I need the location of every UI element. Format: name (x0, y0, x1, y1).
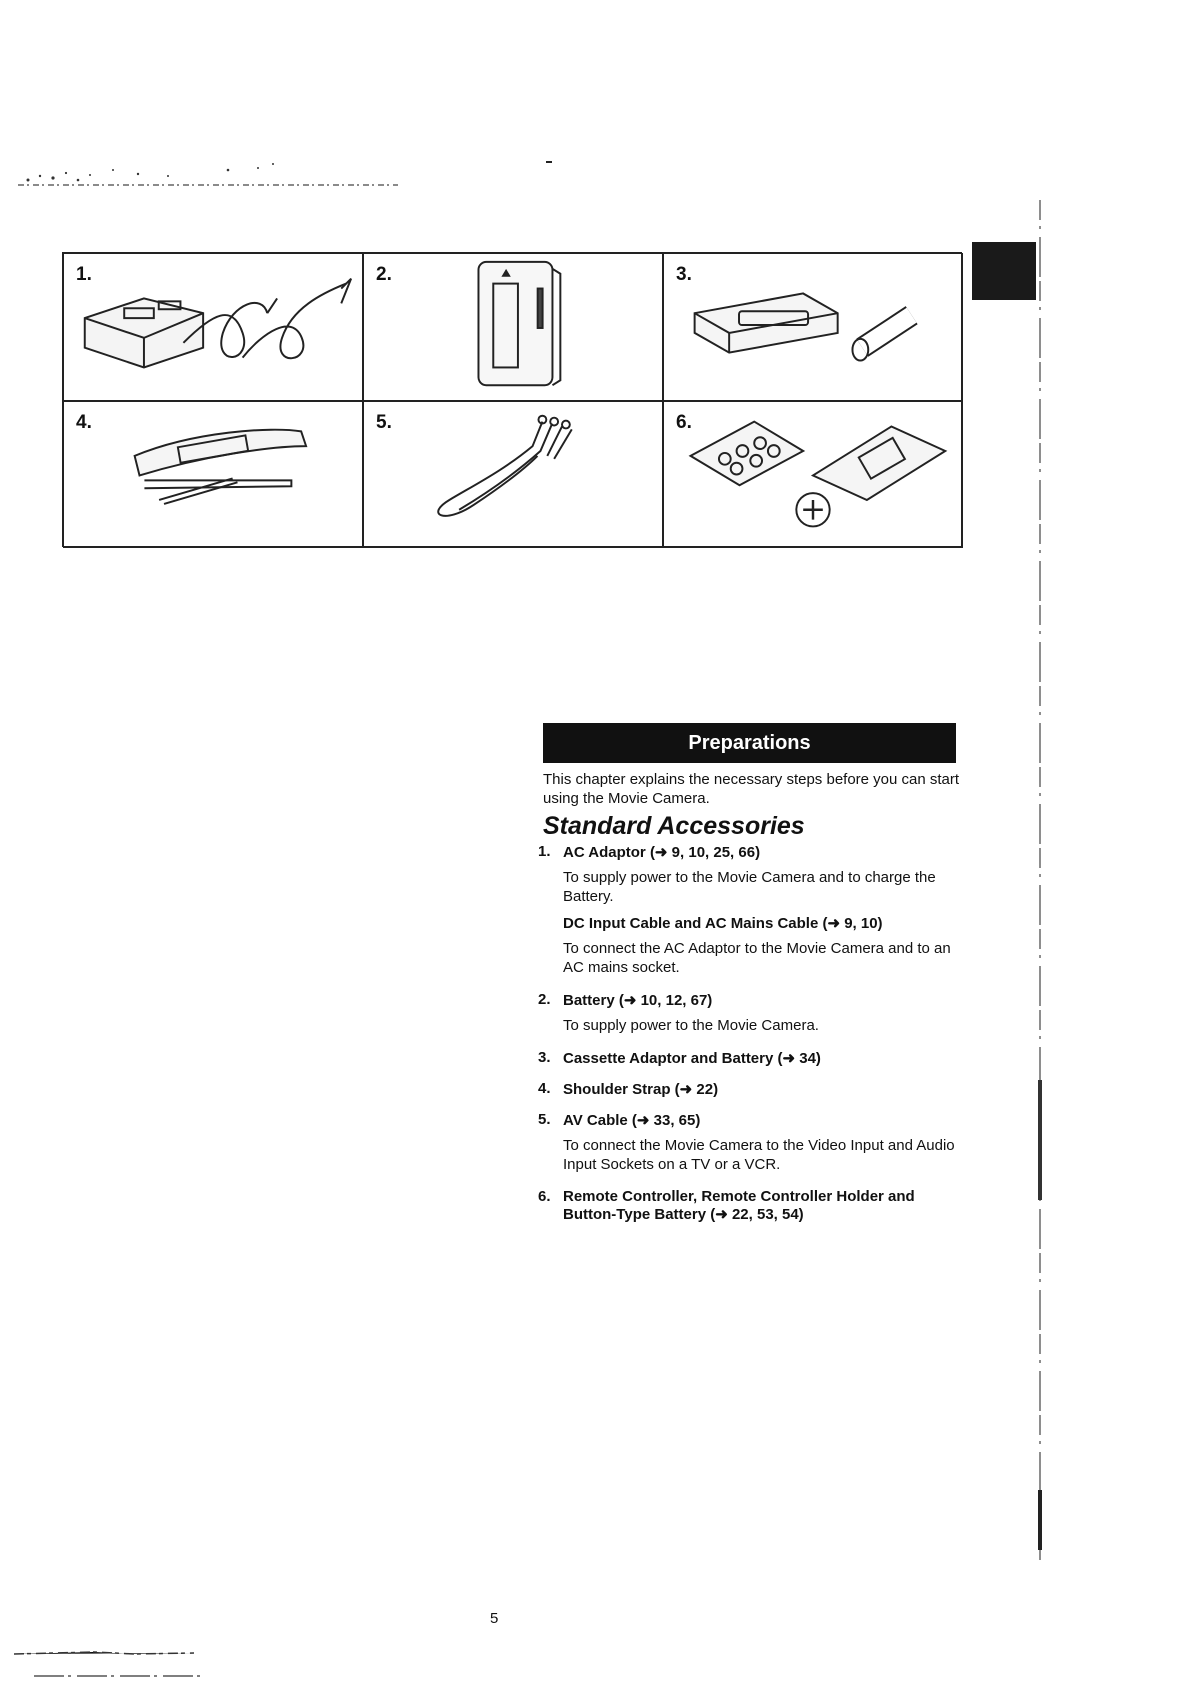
figure-cell-5 (363, 401, 663, 548)
figure-cell-2 (363, 253, 663, 401)
item-desc: To supply power to the Movie Camera and to charge the Battery. (563, 869, 936, 905)
item-desc: To supply power to the Movie Camera. (563, 1017, 819, 1034)
list-item: 2. Battery (➜ 10, 12, 67) To supply power to the Movie Camera. (538, 991, 968, 1043)
figure-number: 2. (376, 264, 392, 285)
item-subtitle: DC Input Cable and AC Mains Cable (➜ 9, 10) (563, 915, 883, 932)
list-item: 1. AC Adaptor (➜ 9, 10, 25, 66) To supply power to the Movie Camera and to charge the Battery. DC Input Cable and AC Mains Cable (➜ 9, 10) To connect the AC Adaptor to the Movie Camera and to an AC mains socket. (538, 843, 968, 985)
figure-cell-4 (63, 401, 363, 548)
scan-noise-bottom (14, 1646, 204, 1682)
accessory-list (538, 843, 968, 1236)
figure-cell-1 (63, 253, 363, 401)
page-number: 5 (490, 1610, 499, 1627)
ac-adaptor-icon (64, 254, 362, 400)
av-cable-icon (364, 402, 662, 547)
item-title: Cassette Adaptor and Battery (➜ 34) (563, 1050, 821, 1067)
figure-number: 1. (76, 264, 92, 285)
section-heading: Preparations (543, 723, 956, 763)
item-title: AC Adaptor (➜ 9, 10, 25, 66) (563, 844, 761, 861)
figure-cell-3 (663, 253, 963, 401)
cassette-adaptor-icon (664, 254, 962, 400)
scan-noise-top (18, 140, 578, 190)
intro-text: This chapter explains the necessary steps before you can start using the Movie Camera. (543, 771, 960, 807)
list-item: 3. Cassette Adaptor and Battery (➜ 34) (538, 1049, 968, 1074)
accessory-figure-grid (62, 252, 962, 547)
figure-number: 6. (676, 412, 692, 433)
list-item: 6. Remote Controller, Remote Controller Holder and Button-Type Battery (➜ 22, 53, 54) (538, 1188, 968, 1230)
chapter-tab-marker (972, 242, 1036, 300)
figure-number: 3. (676, 264, 692, 285)
shoulder-strap-icon (64, 402, 362, 547)
scan-edge-line (1034, 200, 1046, 1560)
subsection-title: Standard Accessories (543, 812, 805, 840)
item-title: AV Cable (➜ 33, 65) (563, 1112, 701, 1129)
list-item: 5. AV Cable (➜ 33, 65) To connect the Movie Camera to the Video Input and Audio Input Sockets on a TV or a VCR. (538, 1111, 968, 1182)
figure-number: 5. (376, 412, 392, 433)
item-desc: To connect the Movie Camera to the Video Input and Audio Input Sockets on a TV or a VCR. (563, 1137, 955, 1173)
figure-number: 4. (76, 412, 92, 433)
item-subdesc: To connect the AC Adaptor to the Movie Camera and to an AC mains socket. (563, 940, 951, 976)
item-title: Remote Controller, Remote Controller Holder and Button-Type Battery (➜ 22, 53, 54) (563, 1188, 915, 1223)
item-title: Shoulder Strap (➜ 22) (563, 1081, 719, 1098)
remote-controller-icon (664, 402, 962, 547)
battery-pack-icon (364, 254, 662, 400)
item-title: Battery (➜ 10, 12, 67) (563, 992, 713, 1009)
list-item: 4. Shoulder Strap (➜ 22) (538, 1080, 968, 1105)
figure-cell-6 (663, 401, 963, 548)
